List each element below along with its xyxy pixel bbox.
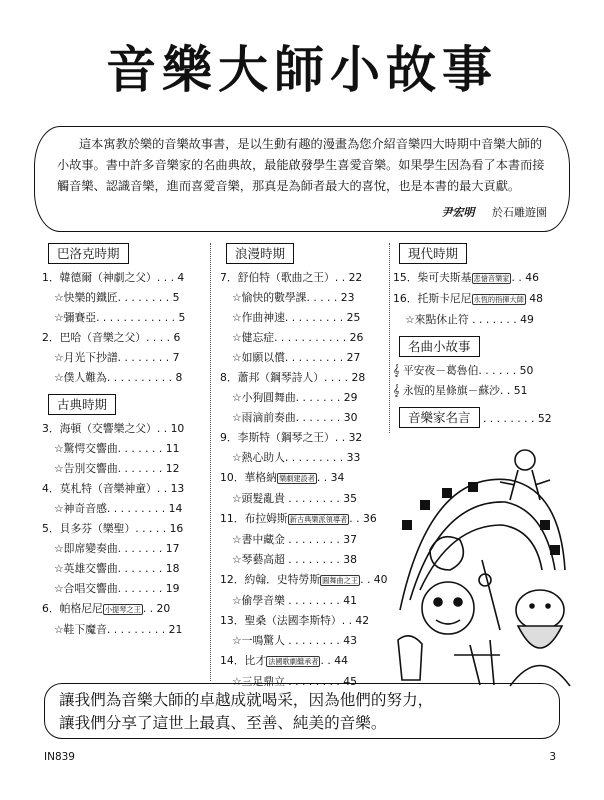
section-header-row: [42, 243, 202, 268]
section-header: 古典時期: [48, 394, 116, 415]
toc-entry-text: 7．舒伯特（歌曲之王）. . 22: [220, 271, 363, 284]
section-header: 音樂家名言: [399, 407, 480, 428]
section-header: 巴洛克時期: [48, 243, 129, 264]
toc-subentry: [42, 559, 202, 579]
toc-entry: [393, 289, 563, 310]
toc-entry-text: 12．約翰．史特勞斯: [220, 573, 321, 586]
section-header-row: [393, 407, 563, 432]
toc-entry-page: . . 20: [142, 602, 171, 615]
toc-entry-text: ☆合唱交響曲. . . . . . . 19: [54, 582, 180, 595]
toc-subentry: [220, 550, 384, 570]
toc-entry-text: ☆健忘症. . . . . . . . . . . 26: [232, 331, 364, 344]
slogan-line-1: 讓我們為音樂大師的卓越成就喝采，因為他們的努力，: [59, 691, 434, 709]
toc-entry: [220, 651, 384, 672]
toc-column-baroque-classical: [42, 243, 202, 640]
toc-entry-text: ☆即席變奏曲. . . . . . . 17: [54, 542, 180, 555]
page-title: 音樂大師小故事: [106, 40, 498, 99]
intro-text: 這本寓教於樂的音樂故事書，是以生動有趣的漫畫為您介紹音樂四大時期中音樂大師的小故事。書中許多音樂家的名曲典故，最能啟發學生喜愛音樂。如果學生因為看了本書而接觸音樂、認識音樂，進而喜愛音樂，那真是為師者最大的喜悅，也是本書的最大貢獻。: [57, 137, 545, 193]
toc-entry-text: 15．柴可夫斯基: [393, 271, 472, 284]
toc-entry-text: 14．比才: [220, 654, 267, 667]
toc-subentry: [42, 368, 202, 388]
toc-entry-text: 1．韓德爾（神劇之父）. . . 4: [42, 271, 185, 284]
section-header: 浪漫時期: [226, 243, 294, 264]
toc-entry-subtitle: 小提琴之王: [104, 605, 141, 614]
toc-entry-text: 11．布拉姆斯: [220, 512, 288, 525]
toc-subentry: [220, 348, 384, 368]
section-header-row: [393, 336, 563, 361]
toc-entry: [220, 570, 388, 591]
section-header: 名曲小故事: [399, 336, 480, 357]
toc-entry-text: ☆書中藏金 . . . . . . . . 37: [232, 533, 357, 546]
section-header: 現代時期: [399, 243, 467, 264]
section-header-row: [220, 243, 384, 268]
toc-subentry: [220, 288, 384, 308]
intro-box: [34, 126, 570, 232]
toc-entry-text: ☆僕人難為. . . . . . . . . . 8: [54, 371, 183, 384]
toc-entry: [42, 268, 202, 288]
toc-entry-text: 𝄞 永恆的星條旗－蘇沙. . 51: [393, 384, 528, 397]
toc-entry-text: ☆月光下抄譜. . . . . . . . 7: [54, 351, 180, 364]
toc-subentry: [220, 530, 384, 550]
toc-entry-page: . . 36: [349, 512, 377, 525]
toc-subentry: [393, 310, 563, 330]
toc-entry: [220, 611, 384, 631]
toc-subentry: [220, 388, 384, 408]
toc-subentry: [42, 288, 202, 308]
toc-entry-text: 10．華格納: [220, 471, 277, 484]
toc-entry: [220, 368, 384, 388]
toc-entry-text: ☆快樂的鐵匠. . . . . . . . 5: [54, 291, 180, 304]
toc-entry: [220, 268, 384, 288]
toc-entry-text: 13．聖桑（法國李斯特）. . 42: [220, 614, 370, 627]
toc-entry: [42, 328, 202, 348]
toc-entry-text: ☆鞋下魔音. . . . . . . . . 21: [54, 623, 183, 636]
toc-entry-subtitle: 悲愴音樂家: [473, 274, 510, 283]
toc-subentry: [42, 459, 202, 479]
section-header-row: [42, 394, 202, 419]
toc-subentry: [42, 348, 202, 368]
toc-subentry: [220, 328, 384, 348]
toc-entry-page: . . 34: [316, 471, 345, 484]
toc-entry-text: 3．海頓（交響樂之父）. . 10: [42, 422, 185, 435]
toc-subentry: [220, 631, 384, 651]
toc-subentry: [220, 489, 384, 509]
column-divider: [210, 243, 211, 681]
toc-entry: [393, 361, 563, 381]
toc-entry-text: 5．貝多芬（樂聖）. . . . . 16: [42, 522, 184, 535]
section-page: . . . . . . . . 52: [479, 412, 552, 425]
toc-subentry: [220, 448, 384, 468]
signature: [442, 202, 548, 223]
page-number: 3: [549, 751, 556, 763]
book-code: IN839: [44, 751, 75, 763]
toc-entry-text: 16．托斯卡尼尼: [393, 292, 472, 305]
toc-entry-subtitle: 永恆的指揮大師: [473, 295, 524, 304]
toc-entry-text: 𝄞 平安夜－葛魯伯. . . . . . 50: [393, 364, 534, 377]
slogan-box: [44, 683, 560, 739]
toc-entry: [42, 599, 202, 620]
column-divider: [389, 243, 390, 433]
toc-subentry: [42, 308, 202, 328]
toc-subentry: [42, 539, 202, 559]
toc-entry-subtitle: 法國歌劇繼承者: [268, 657, 319, 666]
toc-entry: [42, 479, 202, 499]
toc-entry-text: ☆偷學音樂 . . . . . . . . 41: [232, 594, 357, 607]
toc-entry-text: ☆雨滴前奏曲. . . . . . . 30: [232, 411, 358, 424]
toc-entry: [220, 509, 384, 530]
toc-entry-text: ☆三足鼎立 . . . . . . . . 45: [232, 675, 357, 688]
toc-entry-subtitle: 樂劇建設者: [278, 474, 315, 483]
toc-entry-text: 4．莫札特（音樂神童）. . 13: [42, 482, 185, 495]
toc-entry-text: 9．李斯特（鋼琴之王）. . 32: [220, 431, 363, 444]
toc-entry-subtitle: 新古典樂派領導者: [289, 515, 348, 524]
toc-entry-subtitle: 圓舞曲之王: [322, 576, 359, 585]
toc-entry-page: 48: [525, 292, 544, 305]
author-place: 於石雕遊園: [492, 206, 547, 219]
toc-entry: [42, 419, 202, 439]
toc-entry-text: ☆琴藝高超 . . . . . . . . 38: [232, 553, 357, 566]
toc-entry: [393, 268, 563, 289]
toc-entry-text: ☆熱心助人. . . . . . . . . 33: [232, 451, 361, 464]
toc-subentry: [220, 408, 384, 428]
toc-entry-text: ☆驚愕交響曲. . . . . . . 11: [54, 442, 180, 455]
toc-entry-text: ☆如願以償. . . . . . . . . 27: [232, 351, 361, 364]
toc-entry-text: ☆愉快的數學課. . . . . 23: [232, 291, 355, 304]
toc-entry: [220, 468, 384, 489]
toc-entry: [42, 519, 202, 539]
toc-subentry: [42, 439, 202, 459]
toc-entry-page: . . 46: [511, 271, 539, 284]
toc-column-modern: [393, 243, 563, 432]
toc-entry-text: ☆作曲神速. . . . . . . . . 25: [232, 311, 361, 324]
toc-entry-text: ☆來點休止符 . . . . . . . 49: [405, 313, 534, 326]
toc-subentry: [42, 499, 202, 519]
toc-entry-text: ☆英雄交響曲. . . . . . . 18: [54, 562, 180, 575]
toc-entry: [393, 381, 563, 401]
toc-subentry: [220, 308, 384, 328]
toc-entry: [220, 428, 384, 448]
toc-entry-text: ☆告別交響曲. . . . . . . 12: [54, 462, 180, 475]
toc-entry-text: 2．巴哈（音樂之父）. . . . 6: [42, 331, 181, 344]
section-header-row: [393, 243, 563, 268]
toc-entry-page: . . 44: [320, 654, 348, 667]
toc-entry-text: ☆一鳴驚人 . . . . . . . . 43: [232, 634, 357, 647]
toc-subentry: [42, 620, 202, 640]
toc-entry-text: ☆神奇音感. . . . . . . . . 14: [54, 502, 183, 515]
composers-illustration: [390, 430, 570, 686]
toc-entry-text: ☆頭髮亂貴 . . . . . . . . 35: [232, 492, 357, 505]
toc-subentry: [220, 591, 384, 611]
slogan-line-2: 讓我們分享了這世上最真、至善、純美的音樂。: [59, 714, 387, 732]
toc-entry-text: ☆小狗圓舞曲. . . . . . . 29: [232, 391, 358, 404]
toc-subentry: [42, 579, 202, 599]
toc-entry-text: 6．帕格尼尼: [42, 602, 103, 615]
toc-entry-page: . . 40: [360, 573, 388, 586]
toc-entry-text: ☆彌賽亞. . . . . . . . . . . . 5: [54, 311, 186, 324]
toc-column-romantic: [220, 243, 388, 692]
author-name: 尹宏明: [441, 206, 475, 219]
toc-entry-text: 8．蕭邦（鋼琴詩人）. . . . 28: [220, 371, 366, 384]
